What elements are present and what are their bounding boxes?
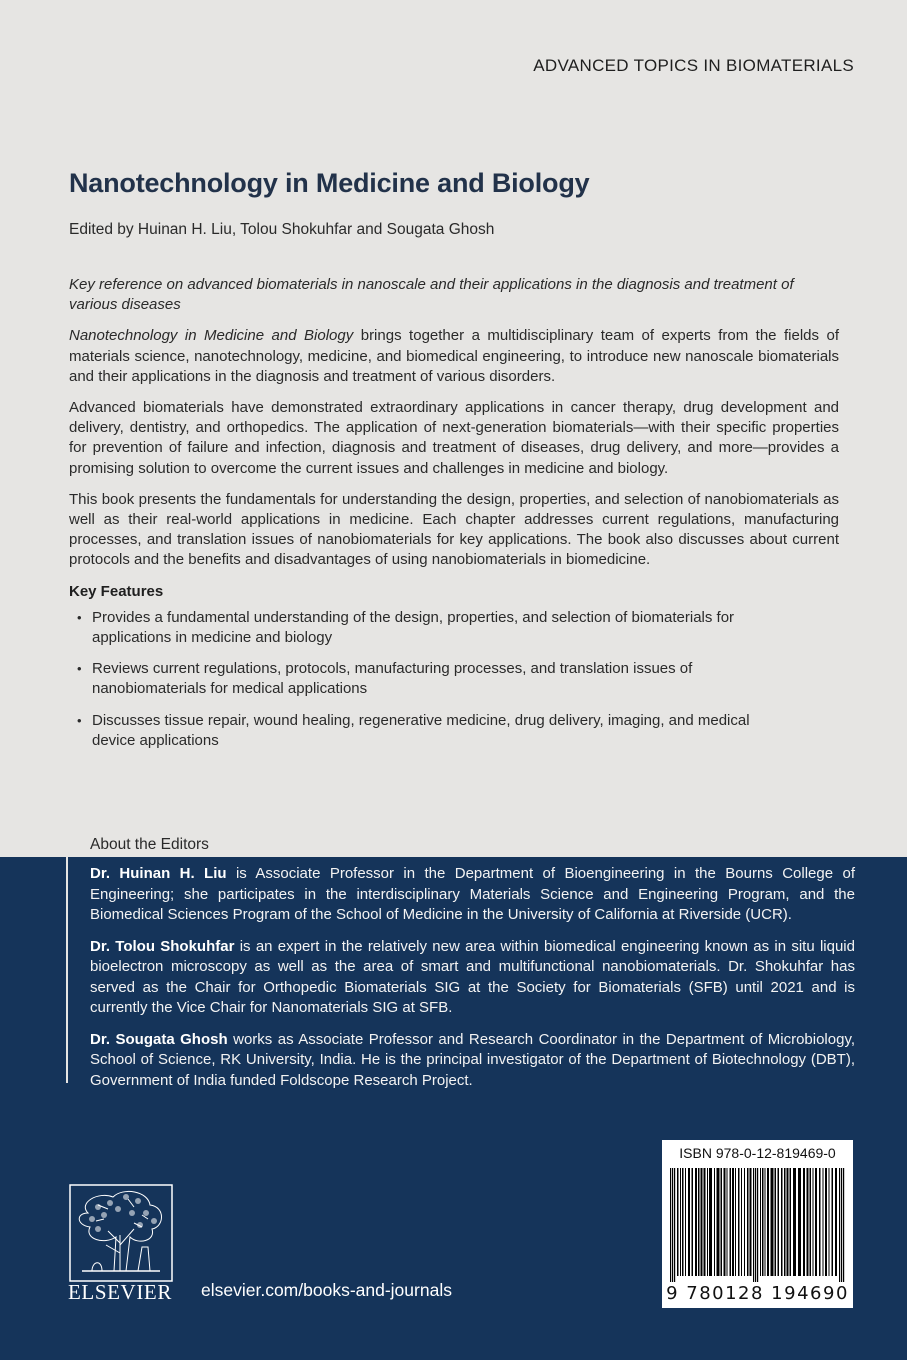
paragraph-3: This book presents the fundamentals for understanding the design, properties, and selection of nanobiomaterials as well as their real-world applications in medicine. Each chapter addresses current regulations, manufacturing processes, and translation issues of nanobiomaterials for key applications. The book also discusses about current protocols and the benefits and disadvantages of using nanobiomaterials in biomedicine.	[69, 490, 839, 569]
bio-name: Dr. Huinan H. Liu	[90, 865, 227, 882]
key-feature-item: • Discusses tissue repair, wound healing, regenerative medicine, drug delivery, imaging, and medical device applications	[77, 711, 797, 751]
tagline: Key reference on advanced biomaterials in nanoscale and their applications in the diagnosis and treatment of various diseases	[69, 276, 794, 314]
bio-paragraph	[90, 864, 855, 926]
intro-text: brings together a multidisciplinary team of experts from the fields of materials science, nanotechnology, medicine, and biomedical engineering, to introduce new nanoscale biomaterials and their applications in the diagnosis and treatment of various disorders.	[69, 327, 840, 385]
isbn-label: ISBN 978-0-12-819469-0	[679, 1145, 836, 1161]
barcode-digits: 9 780128 194690	[666, 1283, 849, 1304]
barcode-box	[662, 1140, 853, 1308]
intro-paragraph	[69, 326, 839, 387]
key-feature-item: • Provides a fundamental understanding of the design, properties, and selection of biomaterials for applications in medicine and biology	[77, 608, 797, 648]
about-editors-label: About the Editors	[90, 836, 209, 853]
key-features-heading: Key Features	[69, 582, 164, 600]
barcode-icon	[670, 1168, 845, 1282]
series-title: ADVANCED TOPICS IN BIOMATERIALS	[533, 56, 854, 75]
key-features-list	[69, 608, 839, 751]
key-feature-item: • Reviews current regulations, protocols, manufacturing processes, and translation issues of nanobiomaterials for medical applications	[77, 659, 797, 699]
editor-bios	[90, 864, 855, 1102]
publisher-website: elsevier.com/books-and-journals	[201, 1280, 452, 1300]
bio-name: Dr. Sougata Ghosh	[90, 1030, 228, 1048]
description	[69, 275, 839, 762]
paragraph-2: Advanced biomaterials have demonstrated extraordinary applications in cancer therapy, drug development and delivery, dentistry, and orthopedics. The application of next-generation biomaterials—with their specific properties for prevention of failure and infection, diagnosis and treatment of diseases, drug delivery, and more—provides a promising solution to overcome the current issues and challenges in medicine and biology.	[69, 399, 839, 477]
editors-line: Edited by Huinan H. Liu, Tolou Shokuhfar and Sougata Ghosh	[69, 221, 495, 238]
divider-line	[66, 857, 68, 1083]
bio-paragraph	[90, 937, 855, 1019]
bio-text: is Associate Professor in the Department of Bioengineering in the Bourns College of Engineering; she participates in the interdisciplinary Materials Science and Engineering Program, and the Biomedical Sciences Program of the School of Medicine in the University of California at Riverside (UCR).	[90, 865, 855, 923]
bio-text: is an expert in the relatively new area within biomedical engineering known as in situ liquid bioelectron microscopy as well as the area of smart and multifunctional nanobiomaterials. Dr. Shokuhfar has served as the Chair for Orthopedic Biomaterials SIG at the Society for Biomaterials (SFB) until 2021 and is currently the Vice Chair for Nanomaterials SIG at SFB.	[90, 937, 855, 1016]
elsevier-tree-logo	[68, 1183, 174, 1283]
bio-paragraph	[90, 1030, 855, 1092]
publisher-wordmark: ELSEVIER	[68, 1280, 172, 1304]
bio-name: Dr. Tolou Shokuhfar	[90, 937, 235, 955]
bio-text: works as Associate Professor and Research Coordinator in the Department of Microbiology, School of Science, RK University, India. He is the principal investigator of the Department of Biotechnology (DBT), Government of India funded Foldscope Research Project.	[90, 1030, 855, 1089]
intro-book-title: Nanotechnology in Medicine and Biology	[69, 327, 354, 345]
book-title: Nanotechnology in Medicine and Biology	[69, 168, 590, 198]
